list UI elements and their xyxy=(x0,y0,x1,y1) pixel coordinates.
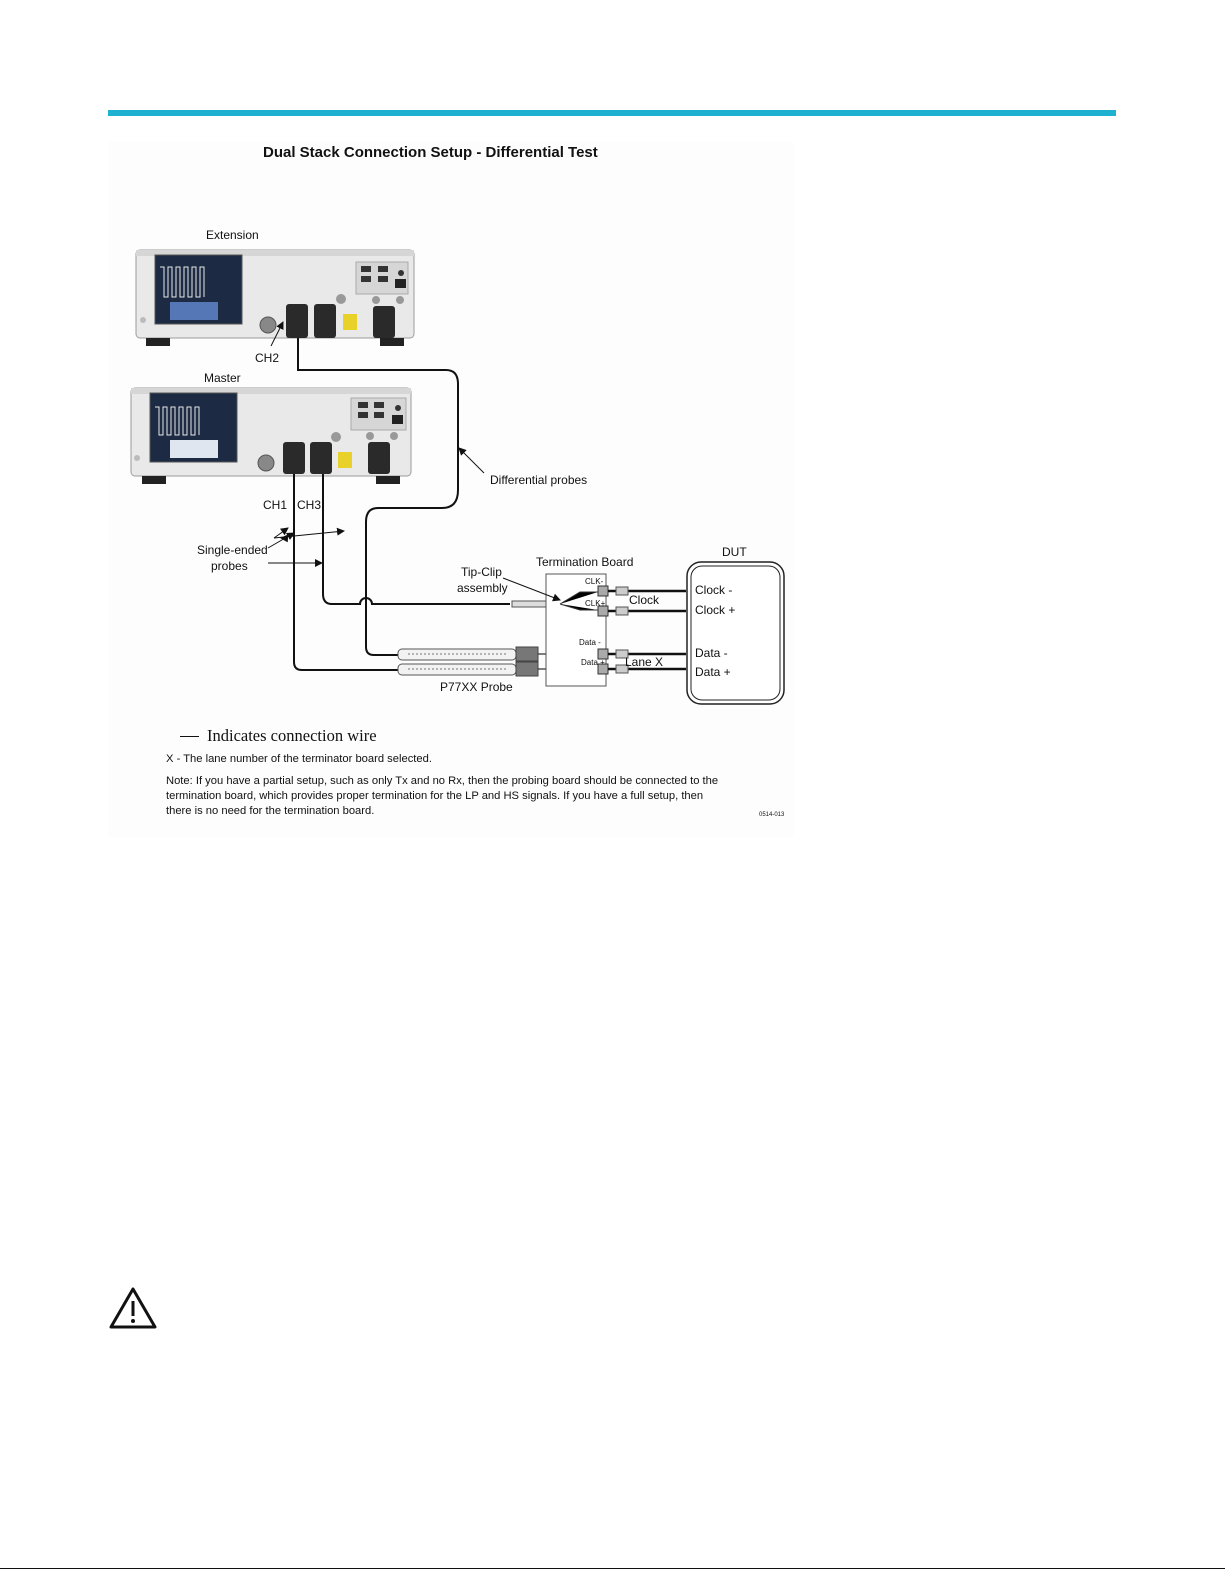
clock-link-label: Clock xyxy=(629,593,660,607)
dut-title: DUT xyxy=(722,545,747,559)
tip-clip-label-2: assembly xyxy=(457,581,508,595)
master-probe-ch1 xyxy=(283,442,305,474)
ch3-label: CH3 xyxy=(297,498,322,512)
ch2-label: CH2 xyxy=(255,351,280,365)
extension-label: Extension xyxy=(206,228,259,242)
header-accent-rule xyxy=(108,110,1116,116)
termination-board xyxy=(546,574,606,686)
lane-note: X - The lane number of the terminator board selected. xyxy=(166,753,432,765)
clk-minus-label: CLK- xyxy=(585,577,604,586)
connection-diagram xyxy=(108,142,794,837)
dut-data-minus: Data - xyxy=(695,646,728,660)
data-plus-label: Data + xyxy=(581,658,605,667)
lane-link-label: Lane X xyxy=(625,655,664,669)
probe-model-label: P77XX Probe xyxy=(440,680,513,694)
termination-board-title: Termination Board xyxy=(536,555,634,569)
dut-clock-minus: Clock - xyxy=(695,583,733,597)
data-minus-label: Data - xyxy=(579,638,601,647)
ch1-label: CH1 xyxy=(263,498,288,512)
figure-id: 0514-013 xyxy=(759,812,785,818)
clk-plus-label: CLK+ xyxy=(585,599,606,608)
master-oscilloscope xyxy=(131,388,411,484)
dut-data-plus: Data + xyxy=(695,665,731,679)
connection-wire-legend: Indicates connection wire xyxy=(207,726,377,745)
tip-clip-label-1: Tip-Clip xyxy=(461,565,502,579)
single-ended-label-1: Single-ended xyxy=(197,543,268,557)
master-probe-ch3 xyxy=(310,442,332,474)
connection-wire-legend-line xyxy=(180,736,199,737)
diagram-title: Dual Stack Connection Setup - Differential Test xyxy=(263,144,598,161)
termination-note: Note: If you have a partial setup, such as only Tx and no Rx, then the probing board should be connected to the termination board, which provides proper termination for the LP and HS signals. If you have a full setup, then there is no need for the termination board. xyxy=(166,775,719,817)
footer-rule xyxy=(0,1568,1225,1569)
dut-clock-plus: Clock + xyxy=(695,603,736,617)
differential-probes-label: Differential probes xyxy=(490,473,588,487)
warning-triangle-icon xyxy=(108,1286,158,1330)
master-label: Master xyxy=(204,371,241,385)
extension-oscilloscope xyxy=(136,250,414,346)
single-ended-label-2: probes xyxy=(211,559,248,573)
extension-probe-ch2 xyxy=(286,304,308,338)
